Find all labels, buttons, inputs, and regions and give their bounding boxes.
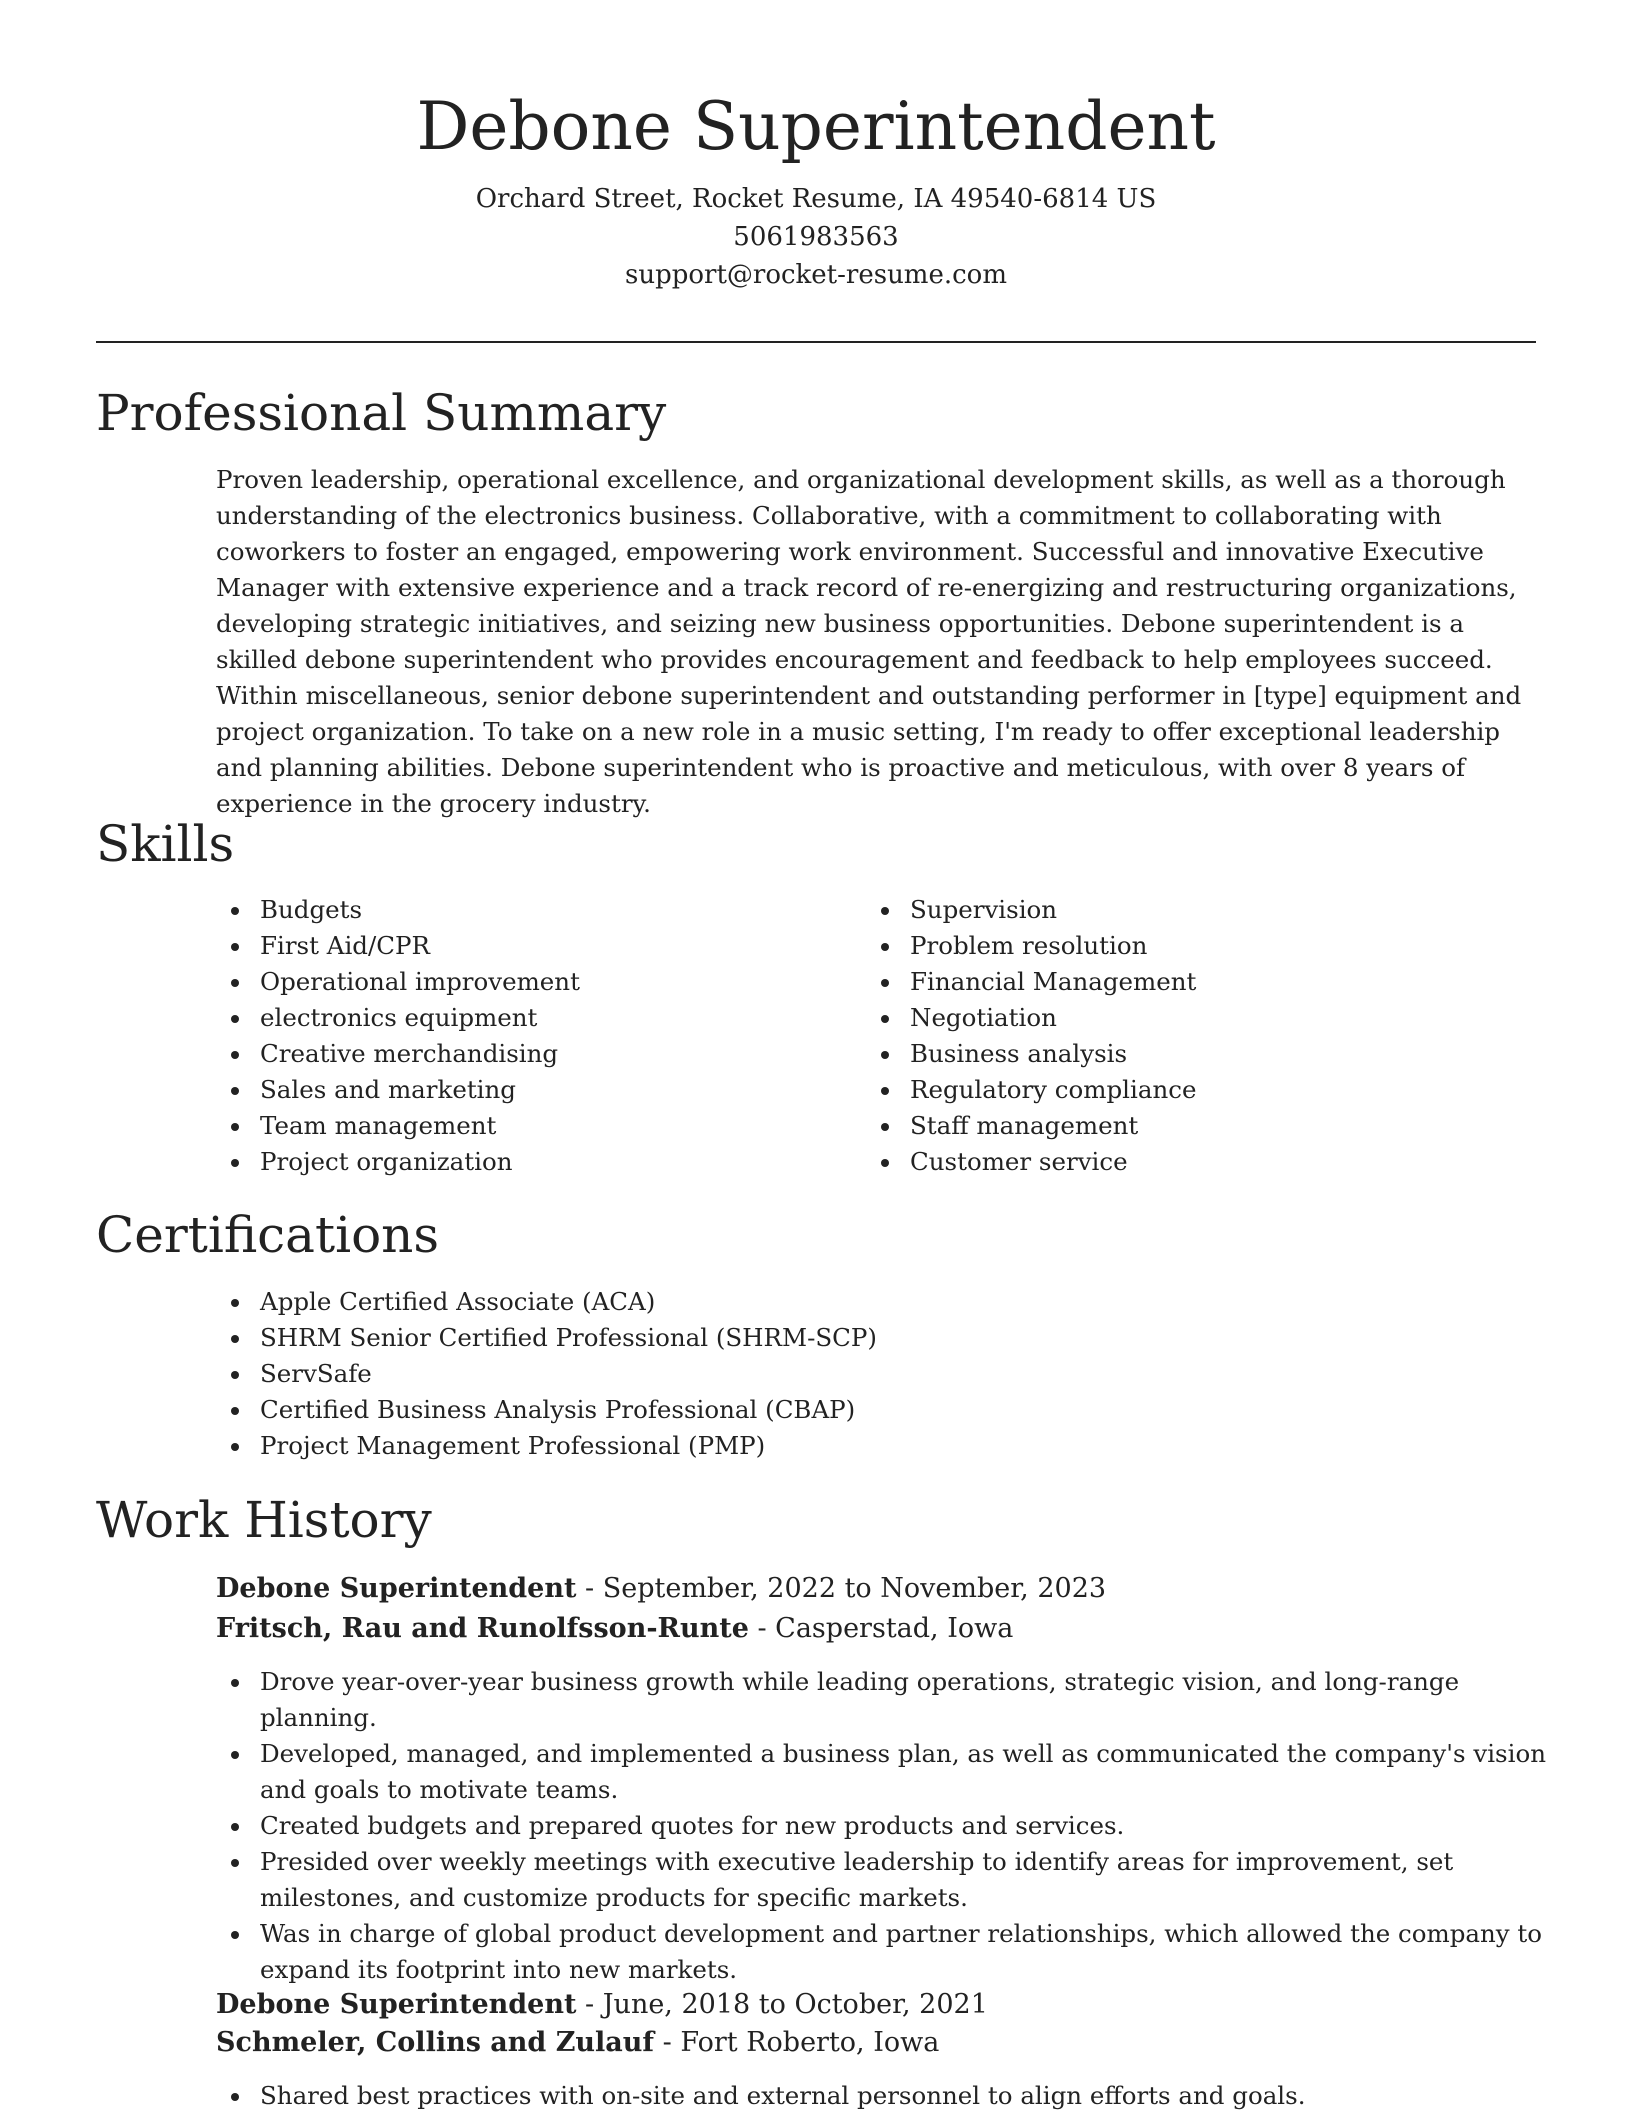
job-bullet: Shared best practices with on-site and external personnel to align efforts and goals. [216, 2078, 1546, 2114]
skill-item: Budgets [216, 892, 836, 928]
job-1-title-line [216, 1569, 1106, 1609]
job-bullet: Presided over weekly meetings with executive leadership to identify areas for improvement, set milestones, and customize products for specific markets. [216, 1844, 1546, 1916]
skill-item: Supervision [866, 892, 1486, 928]
skill-item: Team management [216, 1108, 836, 1144]
summary-text: Proven leadership, operational excellence, and organizational development skills, as well as a thorough understanding of the electronics business. Collaborative, with a commitment to collaborating with coworkers to foster an engaged, empowering work environment. Successful and innovative Executive Manager with extensive experience and a track record of re-energizing and restructuring organizations, developing strategic initiatives, and seizing new business opportunities. Debone superintendent is a skilled debone superintendent who provides encouragement and feedback to help employees succeed. Within miscellaneous, senior debone superintendent and outstanding performer in [type] equipment and project organization. To take on a new role in a music setting, I'm ready to offer exceptional leadership and planning abilities. Debone superintendent who is proactive and meticulous, with over 8 years of experience in the grocery industry. [216, 465, 1522, 818]
email: support@rocket-resume.com [624, 260, 1007, 290]
job-1-location: - Casperstad, Iowa [748, 1613, 1014, 1644]
job-2-company: Schmeler, Collins and Zulauf [216, 2027, 655, 2058]
skill-item: electronics equipment [216, 1000, 836, 1036]
skill-item: Operational improvement [216, 964, 836, 1000]
skill-item: Customer service [866, 1144, 1486, 1180]
certification-item: ServSafe [216, 1356, 1516, 1392]
skill-item: Staff management [866, 1108, 1486, 1144]
skill-item: Creative merchandising [216, 1036, 836, 1072]
address: Orchard Street, Rocket Resume, IA 49540-6814 US [475, 184, 1157, 214]
skill-item: Negotiation [866, 1000, 1486, 1036]
skill-item: Problem resolution [866, 928, 1486, 964]
certification-item: SHRM Senior Certified Professional (SHRM-SCP) [216, 1320, 1516, 1356]
certification-item: Apple Certified Associate (ACA) [216, 1284, 1516, 1320]
skills-list-left [216, 892, 836, 1180]
skill-item: Sales and marketing [216, 1072, 836, 1108]
skill-item: Business analysis [866, 1036, 1486, 1072]
skill-item: Financial Management [866, 964, 1486, 1000]
job-2-company-line [216, 2023, 939, 2063]
certifications-list [216, 1284, 1516, 1464]
job-bullet: Created budgets and prepared quotes for new products and services. [216, 1808, 1546, 1844]
certification-item: Certified Business Analysis Professional (CBAP) [216, 1392, 1516, 1428]
header-divider [96, 341, 1536, 343]
job-1-role: Debone Superintendent [216, 1573, 577, 1604]
job-bullet: Was in charge of global product development and partner relationships, which allowed the company to expand its footprint into new markets. [216, 1916, 1546, 1988]
job-2-role: Debone Superintendent [216, 1989, 577, 2020]
job-1-company-line [216, 1609, 1013, 1649]
certifications-heading: Certifications [96, 1206, 440, 1264]
skill-item: First Aid/CPR [216, 928, 836, 964]
skills-heading: Skills [96, 815, 235, 873]
job-2-bullets [216, 2078, 1546, 2114]
job-2-title-line [216, 1985, 988, 2025]
candidate-name: Debone Superintendent [416, 88, 1216, 165]
phone: 5061983563 [733, 222, 899, 252]
work-history-heading: Work History [96, 1491, 432, 1549]
contact-info [0, 180, 1632, 294]
job-1-bullets [216, 1664, 1546, 1988]
skill-item: Regulatory compliance [866, 1072, 1486, 1108]
job-bullet: Drove year-over-year business growth while leading operations, strategic vision, and long-range planning. [216, 1664, 1546, 1736]
job-2-dates: - June, 2018 to October, 2021 [576, 1989, 988, 2020]
job-bullet: Developed, managed, and implemented a business plan, as well as communicated the company's vision and goals to motivate teams. [216, 1736, 1546, 1808]
skill-item: Project organization [216, 1144, 836, 1180]
job-1-dates: - September, 2022 to November, 2023 [576, 1573, 1107, 1604]
certification-item: Project Management Professional (PMP) [216, 1428, 1516, 1464]
job-1-company: Fritsch, Rau and Runolfsson-Runte [216, 1613, 749, 1644]
skills-list-right [866, 892, 1486, 1180]
job-2-location: - Fort Roberto, Iowa [654, 2027, 940, 2058]
summary-heading: Professional Summary [96, 384, 667, 442]
resume-header [0, 80, 1632, 294]
